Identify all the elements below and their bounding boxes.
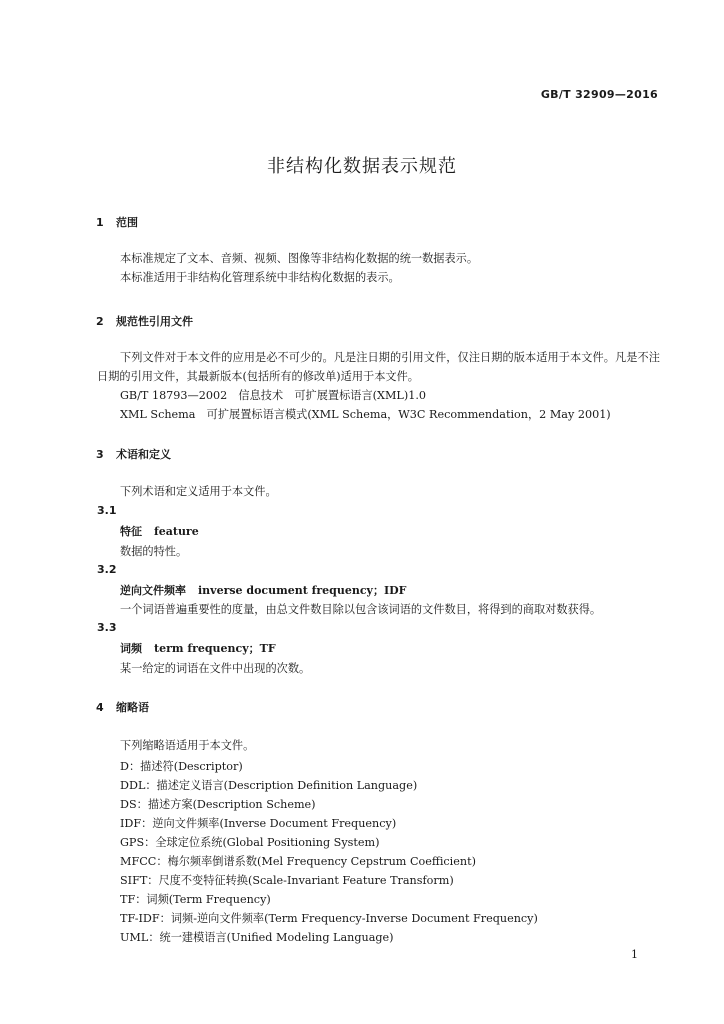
abbreviation-item: DS：描述方案(Description Scheme) (120, 798, 316, 811)
section-1-heading (96, 214, 138, 230)
abbreviation-item: D：描述符(Descriptor) (120, 760, 243, 773)
paragraph: 下列术语和定义适用于本文件。 (120, 485, 277, 498)
abbreviation-item: UML：统一建模语言(Unified Modeling Language) (120, 931, 394, 944)
term-chinese: 逆向文件频率 (120, 584, 186, 597)
section-title: 规范性引用文件 (116, 315, 193, 328)
section-3-heading (96, 446, 171, 462)
paragraph: 本标准适用于非结构化管理系统中非结构化数据的表示。 (120, 271, 400, 284)
section-number: 1 (96, 216, 104, 229)
abbreviation-item: TF-IDF：词频-逆向文件频率(Term Frequency-Inverse Document Frequency) (120, 912, 538, 925)
section-title: 范围 (116, 216, 138, 229)
section-number: 3 (96, 448, 104, 461)
abbreviation-item: TF：词频(Term Frequency) (120, 893, 271, 906)
normative-reference: XML Schema 可扩展置标语言模式(XML Schema，W3C Recommendation，2 May 2001) (120, 408, 611, 421)
section-4-heading (96, 699, 149, 715)
term-heading (120, 582, 406, 598)
abbreviation-item: SIFT：尺度不变特征转换(Scale-Invariant Feature Transform) (120, 874, 454, 887)
term-number: 3.2 (97, 563, 117, 576)
standard-code: GB/T 32909—2016 (540, 88, 658, 101)
abbreviation-item: DDL：描述定义语言(Description Definition Language) (120, 779, 418, 792)
term-definition: 某一给定的词语在文件中出现的次数。 (120, 662, 311, 675)
section-2-heading (96, 313, 193, 329)
term-definition: 数据的特性。 (120, 545, 188, 558)
page-number: 1 (631, 948, 638, 961)
term-chinese: 特征 (120, 525, 142, 538)
term-english: term frequency；TF (154, 642, 276, 655)
normative-reference: GB/T 18793—2002 信息技术 可扩展置标语言(XML)1.0 (120, 389, 427, 402)
abbreviation-item: IDF：逆向文件频率(Inverse Document Frequency) (120, 817, 397, 830)
term-chinese: 词频 (120, 642, 142, 655)
term-english: inverse document frequency；IDF (198, 584, 407, 597)
paragraph: 下列文件对于本文件的应用是必不可少的。凡是注日期的引用文件，仅注日期的版本适用于本文件。凡是不注日期的引用文件，其最新版本(包括所有的修改单)适用于本文件。 (97, 351, 660, 383)
abbreviation-item: GPS：全球定位系统(Global Positioning System) (120, 836, 380, 849)
document-title: 非结构化数据表示规范 (267, 156, 457, 177)
paragraph: 本标准规定了文本、音频、视频、图像等非结构化数据的统一数据表示。 (120, 252, 479, 265)
term-english: feature (154, 525, 199, 538)
term-heading (120, 523, 199, 539)
section-number: 4 (96, 701, 104, 714)
term-number: 3.3 (97, 621, 117, 634)
abbreviation-item: MFCC：梅尔频率倒谱系数(Mel Frequency Cepstrum Coefficient) (120, 855, 476, 868)
term-definition: 一个词语普遍重要性的度量，由总文件数目除以包含该词语的文件数目，将得到的商取对数获得。 (120, 603, 602, 616)
section-title: 缩略语 (116, 701, 149, 714)
abbreviation-list (120, 757, 538, 947)
term-heading (120, 640, 276, 656)
section-number: 2 (96, 315, 104, 328)
section-title: 术语和定义 (116, 448, 171, 461)
paragraph: 下列缩略语适用于本文件。 (120, 739, 255, 752)
term-number: 3.1 (97, 504, 117, 517)
